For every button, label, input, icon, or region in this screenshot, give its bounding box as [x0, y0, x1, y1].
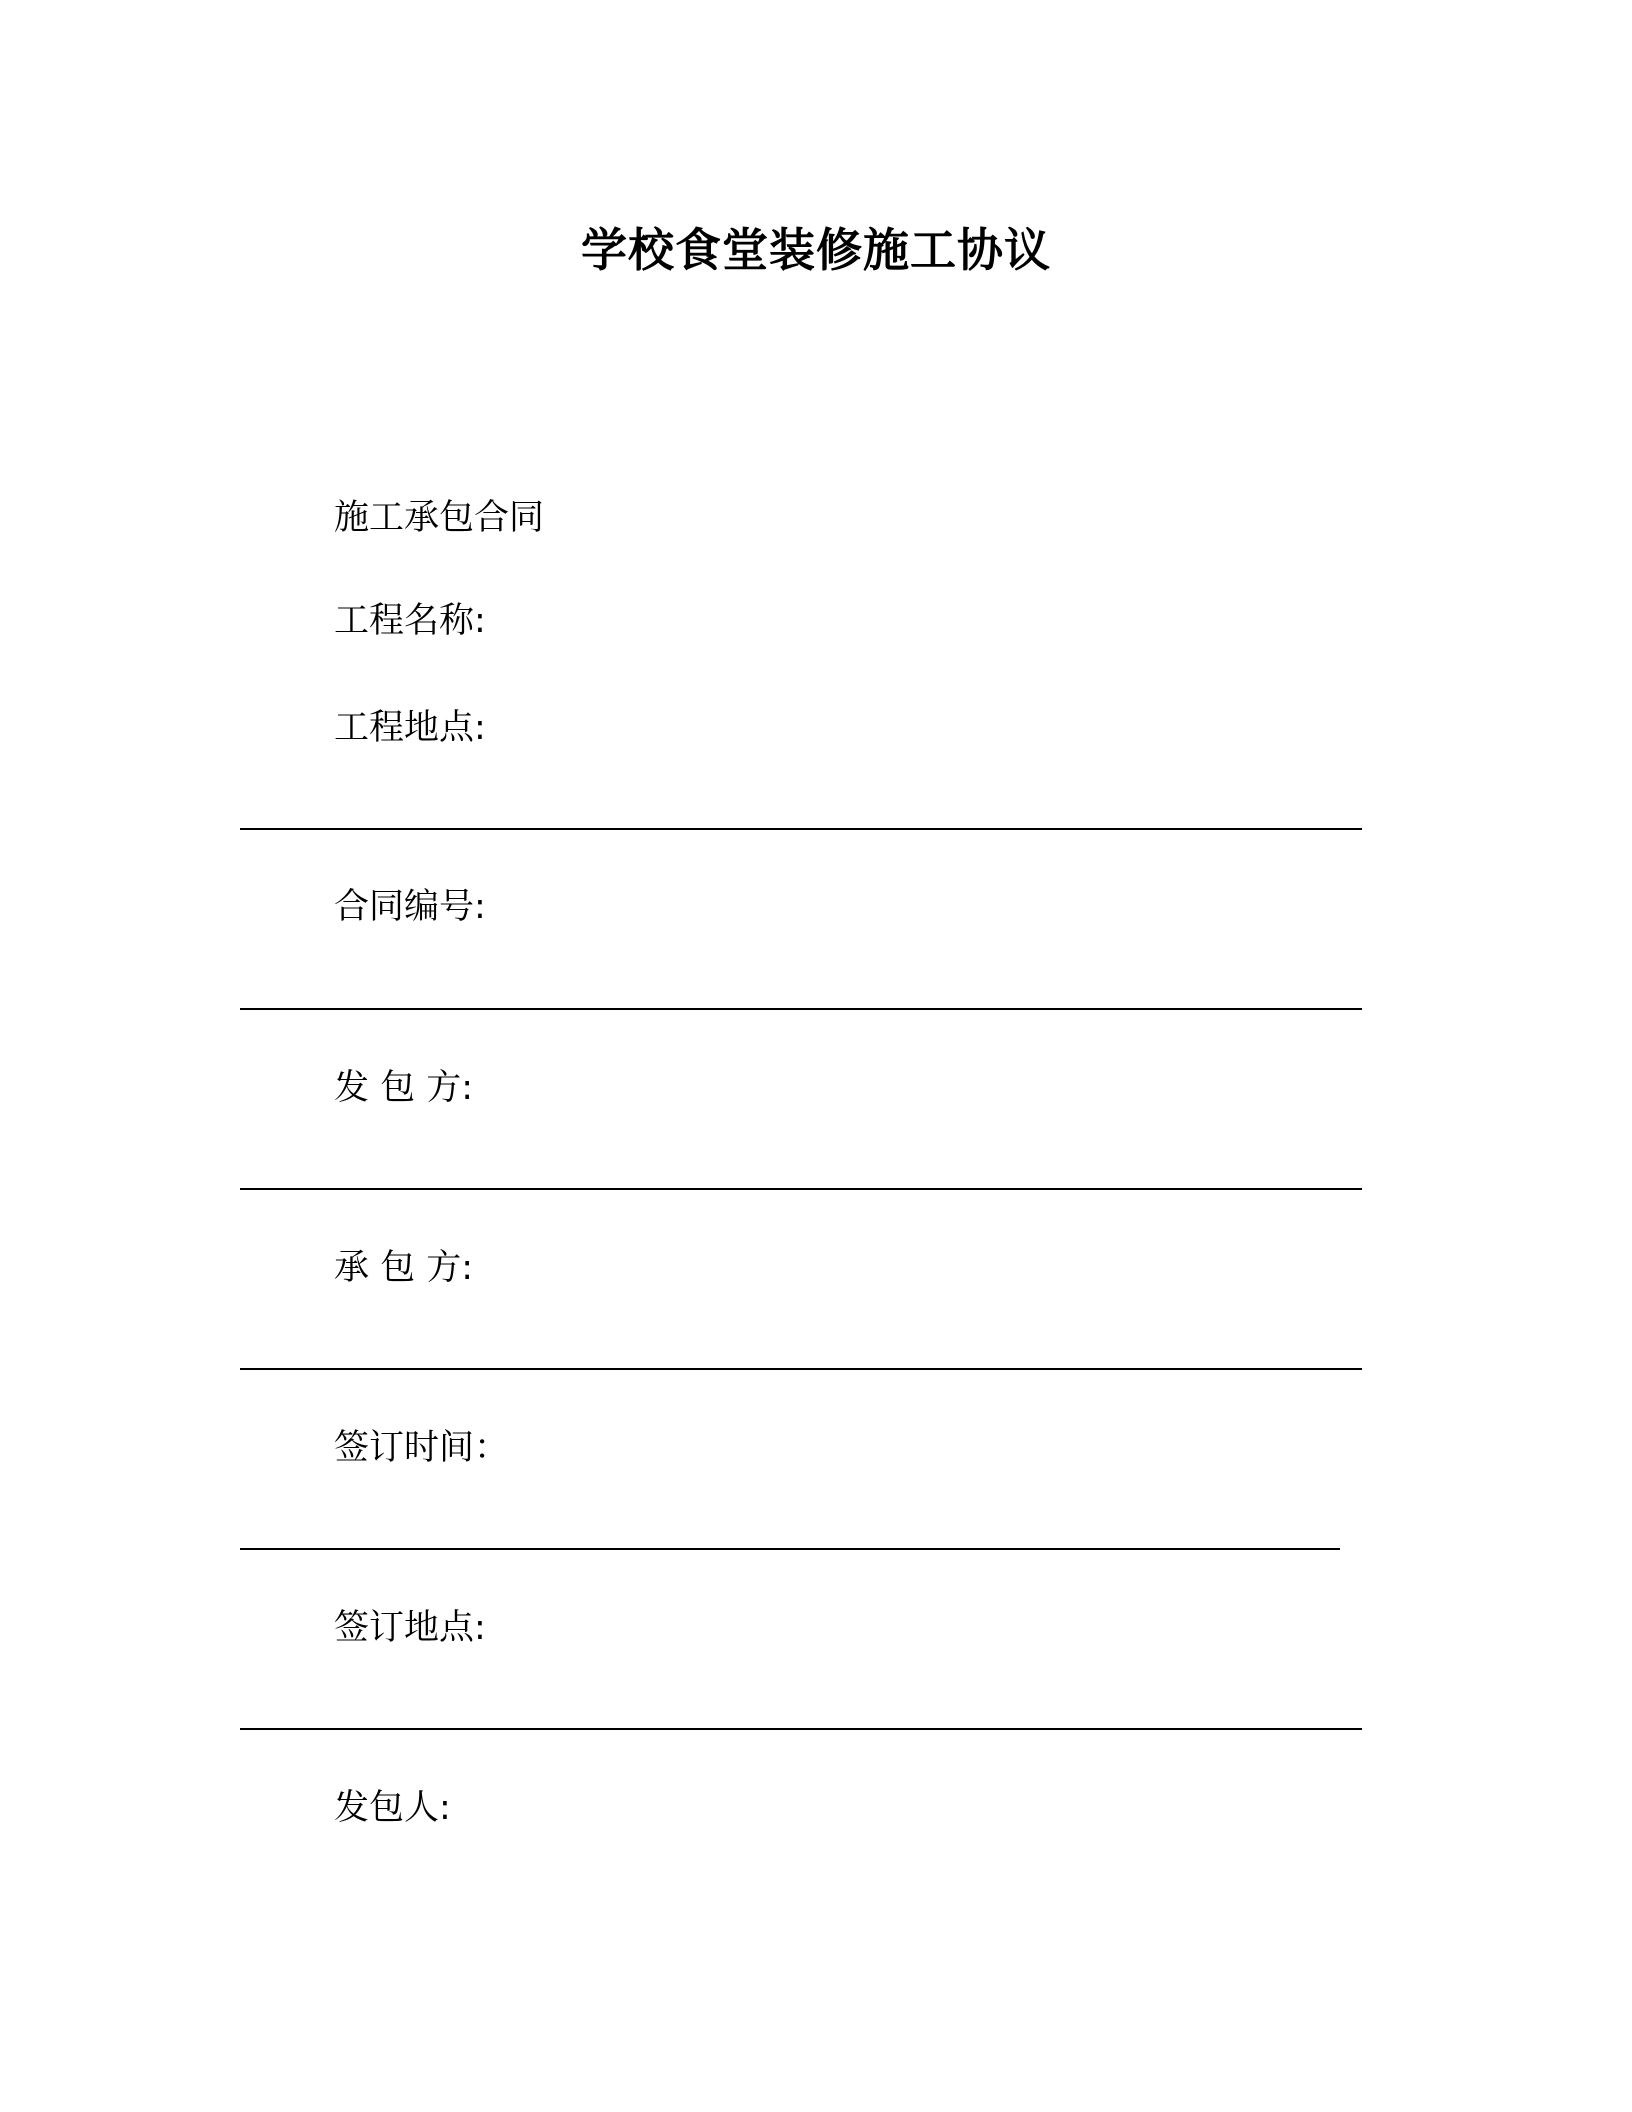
- signing-time-underline: [240, 1548, 1340, 1550]
- project-location-underline: [240, 828, 1362, 830]
- document-title: 学校食堂装修施工协议: [581, 223, 1051, 277]
- contractor-underline: [240, 1368, 1362, 1370]
- signing-place-label: 签订地点:: [334, 1608, 486, 1648]
- employer-person-label: 发包人:: [334, 1788, 451, 1828]
- contract-number-underline: [240, 1008, 1362, 1010]
- employer-label: 发 包 方:: [334, 1068, 474, 1108]
- signing-time-label: 签订时间：: [334, 1428, 510, 1468]
- contract-number-label: 合同编号:: [334, 887, 486, 927]
- employer-underline: [240, 1188, 1362, 1190]
- signing-place-underline: [240, 1728, 1362, 1730]
- project-name-label: 工程名称:: [334, 601, 486, 641]
- contract-type-heading: 施工承包合同: [334, 498, 545, 538]
- contractor-label: 承 包 方:: [334, 1248, 474, 1288]
- project-location-label: 工程地点:: [334, 708, 486, 748]
